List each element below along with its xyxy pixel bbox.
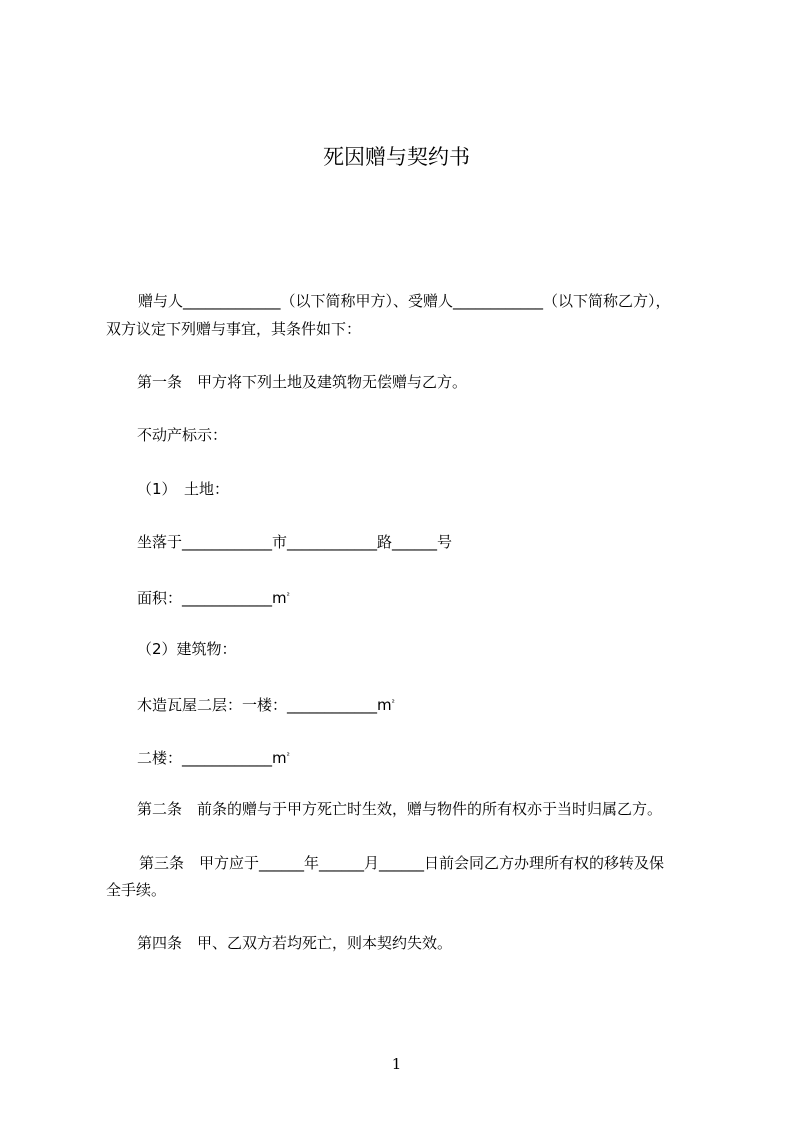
area-text: 面积：____________m bbox=[137, 589, 287, 607]
first-floor-line bbox=[137, 692, 395, 716]
unit-superscript: ² bbox=[286, 751, 290, 760]
article-3: 第三条 甲方应于______年______月______日前会同乙方办理所有权的移转及保 bbox=[139, 854, 665, 872]
paragraph-parties-cont: 双方议定下列赠与事宜，其条件如下： bbox=[106, 320, 362, 338]
paragraph-parties: 赠与人_____________（以下简称甲方）、受赠人____________（以下简称乙方）， bbox=[138, 292, 671, 310]
document-title: 死因赠与契约书 bbox=[323, 145, 470, 169]
second-floor-text: 二楼：____________m bbox=[137, 749, 287, 767]
first-floor-text: 木造瓦屋二层：一楼：____________m bbox=[137, 696, 392, 714]
area-line bbox=[137, 585, 290, 609]
article-3-cont: 全手续。 bbox=[106, 881, 167, 899]
unit-superscript: ² bbox=[286, 591, 290, 600]
unit-superscript: ² bbox=[391, 698, 395, 707]
land-label: （1） 土地： bbox=[137, 480, 230, 498]
second-floor-line bbox=[137, 745, 290, 769]
page-number: 1 bbox=[391, 1055, 402, 1073]
property-label: 不动产标示： bbox=[137, 426, 228, 444]
article-4: 第四条 甲、乙双方若均死亡，则本契约失效。 bbox=[137, 934, 453, 952]
location-line: 坐落于____________市____________路______号 bbox=[137, 533, 453, 551]
article-2: 第二条 前条的赠与于甲方死亡时生效，赠与物件的所有权亦于当时归属乙方。 bbox=[137, 800, 663, 818]
building-label: （2）建筑物： bbox=[137, 640, 237, 658]
article-1: 第一条 甲方将下列土地及建筑物无偿赠与乙方。 bbox=[137, 373, 468, 391]
